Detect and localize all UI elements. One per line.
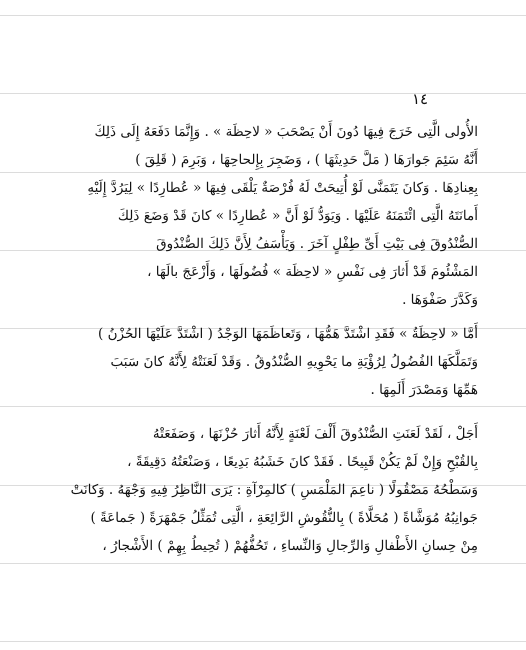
body-text [52, 118, 478, 560]
text-line: هَمِّهَا وَمَصْدَرَ أَلَمِهَا . [370, 382, 478, 398]
ruled-line [0, 15, 526, 16]
text-line: جَوانِبُهُ مُوَشَّاةً ( مُحَلَّاةً ) بِالنُّقُوشِ الرَّائِعَةِ ، الَّتِى تُمَثِّلُ جَمْهَرَةً ( جَماعَةً ) [90, 510, 478, 526]
paragraph-2 [52, 320, 478, 404]
page-number: ١٤ [412, 90, 429, 108]
paragraph-gap [52, 404, 478, 420]
text-line: أَمانَتَهُ الَّتِى ائْتَمَنَهُ عَلَيْهَا . وَيَوَدُّ لَوْ أَنَّ « عُطارِدًا » كانَ قَدْ وَضَعَ ذَلِكَ [117, 208, 478, 224]
text-line: أَجَلْ ، لَقَدْ لَعَنَتِ الصُّنْدُوقَ أَلْفَ لَعْنَةٍ لِأَنَّهُ أَثارَ حُزْنَهَا ، وَصَفَعَتْهُ [152, 426, 478, 442]
ruled-line [0, 563, 526, 564]
text-line: وَكَدَّرَ صَفْوَهَا . [402, 292, 478, 308]
text-line: المَشْئُومَ قَدْ أَثارَ فِى نَفْسِ « لاحِظَة » فُضُولَهَا ، وَأَزْعَجَ بالَهَا ، [147, 264, 478, 280]
ruled-line [0, 641, 526, 642]
paragraph-1 [52, 118, 478, 314]
text-line: وَسَطْحُهُ مَصْقُولًا ( ناعِمَ المَلْمَسِ ) كالمِرْآةِ : يَرَى النَّاظِرُ فِيهِ وَجْهَهُ . وَكانَتْ [70, 482, 478, 498]
text-line: بِالقُبْحِ وَإِنْ لَمْ يَكُنْ قَبِيحًا . فَقَدْ كانَ خَشَبُهُ بَدِيعًا ، وَصَنْعَتُهُ دَقِيقَةً ، [127, 454, 478, 470]
text-line: وَتَمَلَّكَهَا الفُضُولُ لِرُؤْيَةِ ما يَحْوِيهِ الصُّنْدُوقُ . وَقَدْ لَعَنَتْهُ لِأَنَّهُ كانَ سَبَبَ [110, 354, 478, 370]
text-line: الأُولى الَّتِى خَرَجَ فِيهَا دُونَ أَنْ يَصْحَبَ « لاحِظَة » . وَإِنَّمَا دَفَعَهُ إِلَى ذَلِكَ [94, 124, 478, 140]
text-line: أَنَّهُ سَئِمَ جَوارَهَا ( مَلَّ حَدِيثَهَا ) ، وَضَجِرَ بِإِلحاحِهَا ، وَبَرِمَ ( قَلِقَ ) [135, 152, 478, 168]
text-line: مِنْ حِسانِ الأَطْفالِ وَالرِّجالِ وَالنِّساءِ ، تَحُفُّهُمْ ( تُحِيطُ بِهِمْ ) الأَشْجارُ ، [102, 538, 478, 554]
paragraph-3 [52, 420, 478, 560]
ruled-line [0, 93, 526, 94]
text-line: أَمَّا « لاحِظَةُ » فَقَدِ اشْتَدَّ هَمُّهَا ، وَتَعاظَمَهَا الوَجْدُ ( اشْتَدَّ عَلَيْهَا الحُزْنُ ) [98, 326, 478, 342]
text-line: الصُّنْدُوقَ فِى بَيْتِ أَىِّ طِفْلٍ آخَرَ . وَيَأْسَفُ لِأَنَّ ذَلِكَ الصُّنْدُوقَ [156, 236, 478, 252]
text-line: بِعِنادِهَا . وَكانَ يَتَمَنَّى لَوْ أُتِيحَتْ لَهُ فُرْصَةٌ يَلْقَى فِيهَا « عُطارِدًا » لِيَرُدَّ إِلَيْهِ [87, 180, 478, 196]
